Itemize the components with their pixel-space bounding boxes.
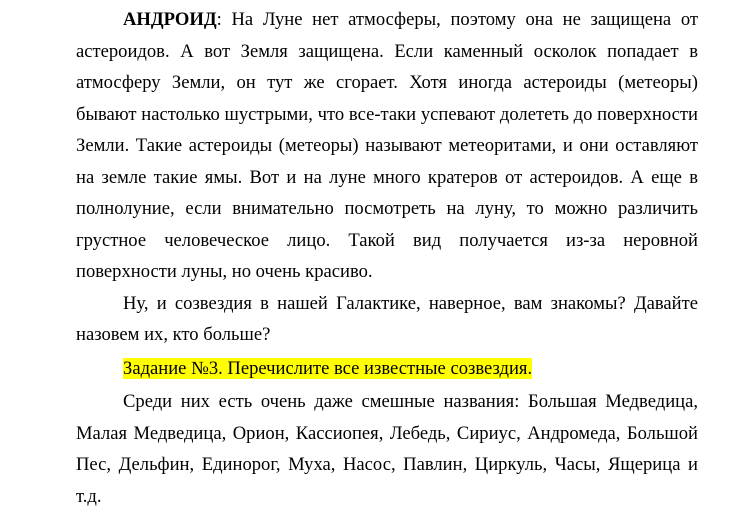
document-page [76, 4, 698, 512]
paragraph-constellations-question: Ну, и созвездия в нашей Галактике, наверное, вам знакомы? Давайте назовем их, кто больше? [76, 292, 698, 345]
paragraph-android-text: : На Луне нет атмосферы, поэтому она не защищена от астероидов. А вот Земля защищена. Если каменный осколок попадает в атмосферу Земли, он тут же сгорает. Хотя иногда астероиды (метеоры) бывают настолько шустрыми, что все-таки успевают долететь до поверхности Земли. Такие астероиды (метеоры) называют метеоритами, и они оставляют на земле такие ямы. Вот и на луне много кратеров от астероидов. А еще в полнолуние, если внимательно посмотреть на луну, то можно различить грустное человеческое лицо. Такой вид получается из-за неровной поверхности луны, но очень красиво. [76, 9, 698, 282]
paragraph-constellation-names: Среди них есть очень даже смешные названия: Большая Медведица, Малая Медведица, Орион, Кассиопея, Лебедь, Сириус, Андромеда, Большой Пес, Дельфин, Единорог, Муха, Насос, Павлин, Циркуль, Часы, Ящерица и т.д. [76, 391, 698, 507]
task-line [76, 353, 698, 385]
speaker-name: АНДРОИД [123, 9, 217, 30]
paragraph-android [76, 4, 698, 288]
task-highlight: Задание №3. Перечислите все известные созвездия. [123, 357, 533, 379]
